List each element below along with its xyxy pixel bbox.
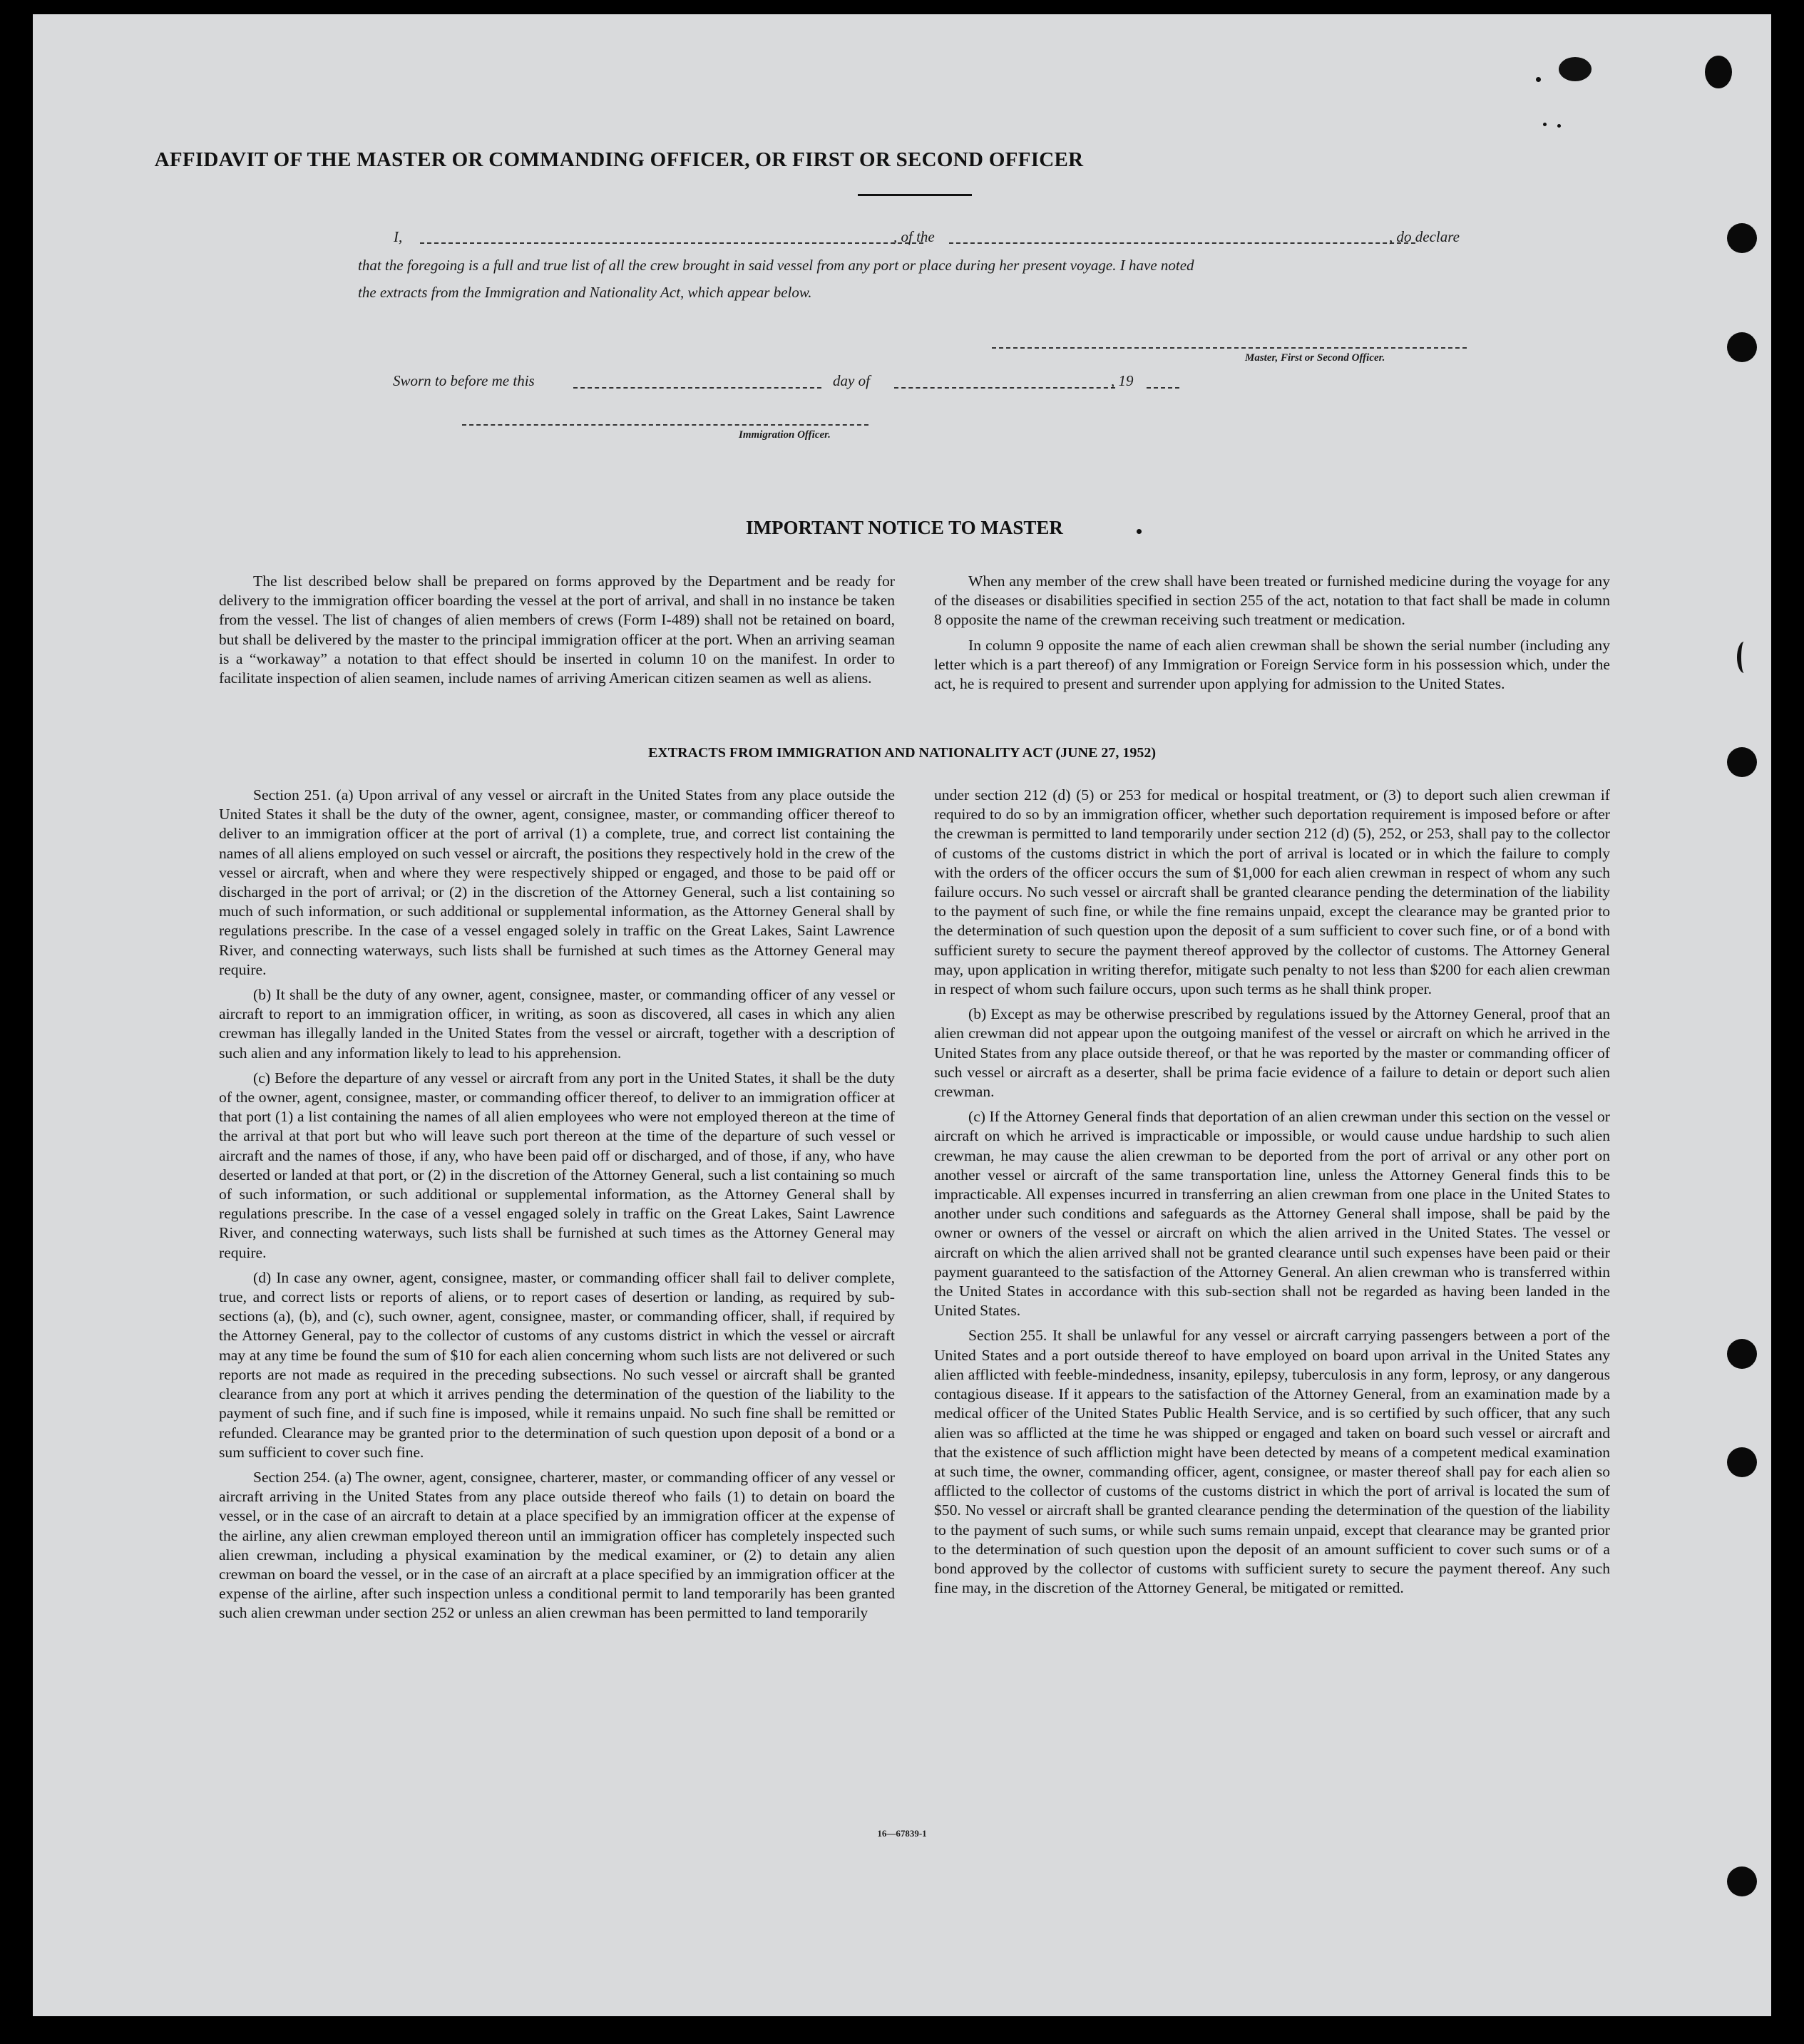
document-page [33, 14, 1771, 2016]
section-255: Section 255. It shall be unlawful for any vessel or aircraft carrying passengers between a port of the United States and a port outside thereof to have employed on board upon arrival in the United States any alien afflicted with feeble-mindedness, insanity, epilepsy, tuberculosis in any form, leprosy, or any dangerous contagious disease. If it appears to the satisfaction of the Attorney General, from an examination made by a medical officer of the United States Public Health Service, and is so certified by such officer, that any such alien was so afflicted at the time he was shipped or engaged and taken on board such vessel or aircraft and that the existence of such affliction might have been detected by means of a competent medical examination at such time, the owner, commanding officer, agent, consignee, or master thereof shall pay for each alien so afflicted to the collector of customs of the customs district in which the port of arrival is located the sum of $50. No vessel or aircraft shall be granted clearance pending the determination of the question of the liability to the payment of such sums, or while such sums remain unpaid, except that clearance may be granted prior to the determination of such question upon the deposit of an amount sufficient to cover such sums or of a bond approved by the collector of customs with sufficient surety to secure the payment thereof. Any such fine may, in the discretion of the Attorney General, be mitigated or remitted. [934, 1327, 1610, 1597]
ink-speck [1536, 77, 1541, 82]
ink-speck [1557, 124, 1561, 128]
sworn-day-blank[interactable] [573, 387, 821, 389]
notice-left-column [219, 572, 895, 694]
sworn-day-of-label: day of [833, 372, 870, 389]
form-code: 16—67839-1 [877, 1828, 927, 1839]
hole-edge-mark [1737, 642, 1751, 673]
master-signature-label: Master, First or Second Officer. [1245, 352, 1385, 364]
declaration-line-3: the extracts from the Immigration and Nationality Act, which appear below. [358, 284, 812, 301]
officer-signature-line[interactable] [462, 424, 868, 426]
section-251-c: (c) Before the departure of any vessel or aircraft from any port in the United States, it shall be the duty of the owner, agent, consignee, master, or commanding officer thereof, to deliver to an immigration officer at that port (1) a list containing the names of all alien employees who were not employed thereon at the time of the arrival at that port but who will leave such port thereon at the time of the departure of such vessel or aircraft and the names of those, if any, who have been paid off or discharged, and of those, if any, who have deserted or landed at that port, or (2) in the discretion of the Attorney General, such a list containing so much of such information, or such additional or supplemental information, as the Attorney General shall by regulations prescribe. In the case of a vessel engaged solely in traffic on the Great Lakes, Saint Lawrence River, and connecting waterways, such lists shall be furnished at such times as the Attorney General may require. [219, 1069, 895, 1261]
ink-blot [1559, 57, 1592, 81]
sworn-month-blank[interactable] [894, 387, 1115, 389]
sworn-year-blank[interactable] [1147, 387, 1179, 389]
sworn-prefix-label: Sworn to before me this [393, 372, 535, 389]
officer-signature-label: Immigration Officer. [739, 429, 831, 441]
section-254-a: Section 254. (a) The owner, agent, consignee, charterer, master, or commanding officer of any vessel or aircraft arriving in the United States from any place outside thereof who fails (1) to detain on board the vessel, or in the case of an aircraft to detain at a place specified by an immigration officer at the expense of the airline, any alien crewman employed thereon until an immigration officer has completely inspected such alien crewman, including a physical examination by the medical examiner, or (2) to detain any alien crewman on board the vessel, or in the case of an aircraft at a place specified by an immigration officer at the expense of the airline, after such inspection unless a conditional permit to land temporarily has been granted such alien crewman under section 252 or unless an alien crewman has been permitted to land temporarily [219, 1468, 895, 1622]
ink-speck [1543, 123, 1547, 126]
section-254-b: (b) Except as may be otherwise prescribed by regulations issued by the Attorney General, proof that an alien crewman did not appear upon the outgoing manifest of the vessel or aircraft on which he arrived in the United States from any place outside thereof, or that he was reported by the master or commanding officer of such vessel or aircraft as a deserter, shall be prima facie evidence of a failure to detain or deport such alien crewman. [934, 1005, 1610, 1101]
notice-right-column [934, 572, 1610, 699]
punch-hole [1727, 1339, 1757, 1369]
section-251-a: Section 251. (a) Upon arrival of any vessel or aircraft in the United States from any place outside the United States it shall be the duty of the owner, agent, consignee, master, or commanding officer thereof to deliver to an immigration officer at the port of arrival (1) a complete, true, and correct list containing the names of all aliens employed on such vessel or aircraft, the positions they respectively hold in the crew of the vessel or aircraft, when and where they were respectively shipped or engaged, and those to be paid off or discharged in the port of arrival; or (2) in the discretion of the Attorney General, such a list containing so much of such information, or such additional or supplemental information, as the Attorney General shall by regulations prescribe. In the case of a vessel engaged solely in traffic on the Great Lakes, Saint Lawrence River, and connecting waterways, such lists shall be furnished at such times as the Attorney General may require. [219, 786, 895, 978]
vessel-blank[interactable] [949, 242, 1415, 244]
extracts-title: EXTRACTS FROM IMMIGRATION AND NATIONALITY ACT (JUNE 27, 1952) [647, 745, 1157, 761]
master-signature-line[interactable] [992, 347, 1467, 349]
declaration-i-label: I, [394, 228, 403, 245]
section-251-d: (d) In case any owner, agent, consignee, master, or commanding officer shall fail to deliver complete, true, and correct lists or reports of aliens, or to report cases of desertion or landing, as required by sub-sections (a), (b), and (c), such owner, agent, consignee, master, or commanding officer, shall, if required by the Attorney General, pay to the collector of customs of any customs district in which the vessel or aircraft may at any time be found the sum of $10 for each alien concerning whom such lists are not delivered or such reports are not made as required in the preceding subsections. No such vessel or aircraft shall be granted clearance from any port at which it arrives pending the determination of the question of the liability to the payment of such fine, and if such fine is imposed, while it remains unpaid. No such fine shall be remitted or refunded. Clearance may be granted prior to the determination of such question upon deposit of a bond or a sum sufficient to cover such fine. [219, 1268, 895, 1461]
declaration-line-2: that the foregoing is a full and true list of all the crew brought in said vessel from any port or place during her present voyage. I have noted [358, 257, 1194, 274]
section-254-c: (c) If the Attorney General finds that deportation of an alien crewman under this section on the vessel or aircraft on which he arrived is impracticable or impossible, or would cause undue hardship to such alien crewman, he may cause the alien crewman to be deported from the port of arrival or any other port on another vessel or aircraft of the same transportation line, unless the Attorney General finds this to be impracticable. All expenses incurred in transferring an alien crewman from one place in the United States to another under such conditions and safeguards as the Attorney General shall impose, shall be paid by the owner or owners of the vessel or aircraft on which the alien arrived in the United States. The vessel or aircraft on which the alien arrived shall not be granted clearance until such expenses have been paid or their payment guaranteed to the satisfaction of the Attorney General. An alien crewman who is transferred within the United States in accordance with this sub-section shall not be regarded as having been landed in the United States. [934, 1108, 1610, 1320]
notice-paragraph: The list described below shall be prepared on forms approved by the Department and be ready for delivery to the immigration officer boarding the vessel at the port of arrival, and shall in no instance be taken from the vessel. The list of changes of alien members of crews (Form I-489) shall not be retained on board, but shall be delivered by the master to the principal immigration officer at the port. When an arriving seaman is a “workaway” a notation to that effect should be inserted in column 10 on the manifest. In order to facilitate inspection of alien seamen, include names of arriving American citizen seamen as well as aliens. [219, 572, 895, 687]
punch-hole [1727, 223, 1757, 253]
ink-speck [1137, 529, 1142, 534]
sworn-year-label: , 19 [1111, 372, 1134, 389]
notice-paragraph: When any member of the crew shall have been treated or furnished medicine during the voyage for any of the diseases or disabilities specified in section 255 of the act, notation to that fact shall be made in column 8 opposite the name of the crewman receiving such treatment or medication. [934, 572, 1610, 629]
punch-hole [1705, 56, 1732, 88]
notice-paragraph: In column 9 opposite the name of each alien crewman shall be shown the serial number (including any letter which is a part thereof) of any Immigration or Foreign Service form in his possession which, under the act, he is required to present and surrender upon applying for admission to the United States. [934, 636, 1610, 693]
section-251-b: (b) It shall be the duty of any owner, agent, consignee, master, or commanding officer of any vessel or aircraft to report to an immigration officer, in writing, as soon as discovered, all cases in which any alien crewman has illegally landed in the United States from the vessel or aircraft, together with a description of such alien and any information likely to lead to his apprehension. [219, 986, 895, 1062]
affidavit-title: AFFIDAVIT OF THE MASTER OR COMMANDING OFFICER, OR FIRST OR SECOND OFFICER [154, 148, 1084, 171]
extracts-left-column [219, 786, 895, 1629]
punch-hole [1727, 1866, 1757, 1896]
title-rule [858, 194, 972, 196]
section-254-a-continued: under section 212 (d) (5) or 253 for medical or hospital treatment, or (3) to deport such alien crewman if required to do so by an immigration officer, whether such deportation requirement is imposed before or after the crewman is permitted to land temporarily under section 212 (d) (5), 252, or 253, shall pay to the collector of customs of the customs district in which the port of arrival is located or in which the failure to comply with the orders of the officer occurs the sum of $1,000 for each alien crewman in respect of whom any such failure occurs. No such vessel or aircraft shall be granted clearance pending the determination of the liability to the payment of such fine, or while the fine remains unpaid, except the clearance may be granted prior to the determination of such question upon the deposit of a sum sufficient to cover such fine, or of a bond with sufficient surety to secure the payment thereof approved by the collector of customs. The Attorney General may, upon application in writing therefor, mitigate such penalty to not less than $200 for each alien crewman in respect of whom such failure occurs, upon such terms as he shall think proper. [934, 786, 1610, 998]
extracts-right-column [934, 786, 1610, 1603]
notice-title: IMPORTANT NOTICE TO MASTER [746, 517, 1063, 538]
punch-hole [1727, 1447, 1757, 1477]
name-blank[interactable] [420, 242, 923, 244]
punch-hole [1727, 332, 1757, 362]
declaration-do-declare-label: , do declare [1389, 228, 1460, 245]
declaration-of-the-label: , of the [893, 228, 935, 245]
